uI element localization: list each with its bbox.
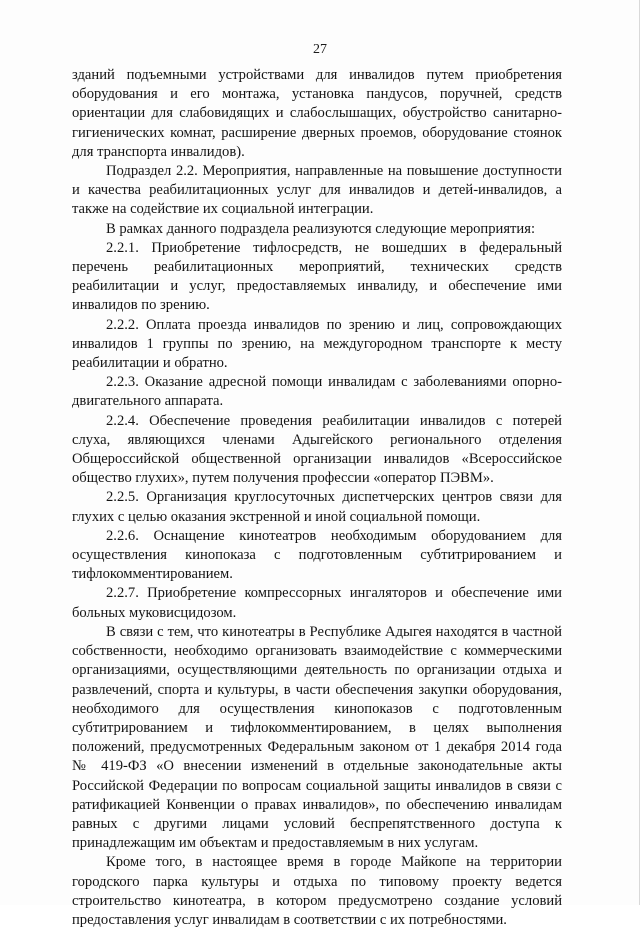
paragraph-intro: В рамках данного подраздела реализуются следующие мероприятия: bbox=[106, 220, 536, 237]
page-number: 27 bbox=[313, 42, 327, 57]
paragraph-cinemas: В связи с тем, что кинотеатры в Республике Адыгея находятся в частной собственности, необходимо организовать взаимодействие с коммерческими организациями, осуществляющими деятельность по организации отдыха и развлечений, спорта и культуры, в части обеспечения закупки оборудования, необходимого для осуществления кинопоказов с подготовленным субтитрированием и тифлокомментированием, в целях выполнения положений, предусмотренных Федеральным законом от 1 декабря 2014 года № 419-ФЗ «О внесении изменений в отдельные законодательные акты Российской Федерации по вопросам социальной защиты инвалидов в связи с ратификацией Конвенции о правах инвалидов», по обеспечению инвалидам равных с другими лицами условий беспрепятственного доступа к принадлежащим им объектам и предоставляемым в них услугам. bbox=[72, 623, 562, 852]
paragraph-subsection-heading: Подраздел 2.2. Мероприятия, направленные на повышение доступности и качества реабилитационных услуг для инвалидов и детей-инвалидов, а также на содействие их социальной интеграции. bbox=[72, 163, 562, 218]
paragraph-item-2-2-7: 2.2.7. Приобретение компрессорных ингаляторов и обеспечение ими больных муковисцидозом. bbox=[72, 585, 562, 621]
document-body bbox=[72, 66, 562, 930]
paragraph-item-2-2-2: 2.2.2. Оплата проезда инвалидов по зрению и лиц, сопровождающих инвалидов 1 группы по зрению, на междугородном транспорте к месту реабилитации и обратно. bbox=[72, 316, 562, 372]
paragraph-item-2-2-3: 2.2.3. Оказание адресной помощи инвалидам с заболеваниями опорно-двигательного аппарата. bbox=[72, 374, 562, 410]
paragraph-maykop: Кроме того, в настоящее время в городе Майкопе на территории городского парка культуры и отдыха по типовому проекту ведется строительство кинотеатра, в котором предусмотрено создание условий предоставления услуг инвалидам в соответствии с их потребностями. bbox=[72, 854, 562, 928]
paragraph-continuation: зданий подъемными устройствами для инвалидов путем приобретения оборудования и его монтажа, установка пандусов, поручней, средств ориентации для слабовидящих и слабослышащих, обустройство санитарно-гигиенических комнат, расширение дверных проемов, оборудование стоянок для транспорта инвалидов). bbox=[72, 67, 562, 160]
paragraph-item-2-2-1: 2.2.1. Приобретение тифлосредств, не вошедших в федеральный перечень реабилитационных мероприятий, технических средств реабилитации и услуг, предоставляемых инвалиду, и обеспечение ими инвалидов по зрению. bbox=[72, 239, 562, 314]
paragraph-item-2-2-6: 2.2.6. Оснащение кинотеатров необходимым оборудованием для осуществления кинопоказа с подготовленным субтитрированием и тифлокомментированием. bbox=[72, 527, 562, 583]
paragraph-item-2-2-4: 2.2.4. Обеспечение проведения реабилитации инвалидов с потерей слуха, являющихся членами Адыгейского регионального отделения Общероссийской общественной организации инвалидов «Всероссийское общество глухих», путем получения профессии «оператор ПЭВМ». bbox=[72, 412, 562, 487]
paragraph-item-2-2-5: 2.2.5. Организация круглосуточных диспетчерских центров связи для глухих с целью оказания экстренной и иной социальной помощи. bbox=[72, 489, 562, 525]
